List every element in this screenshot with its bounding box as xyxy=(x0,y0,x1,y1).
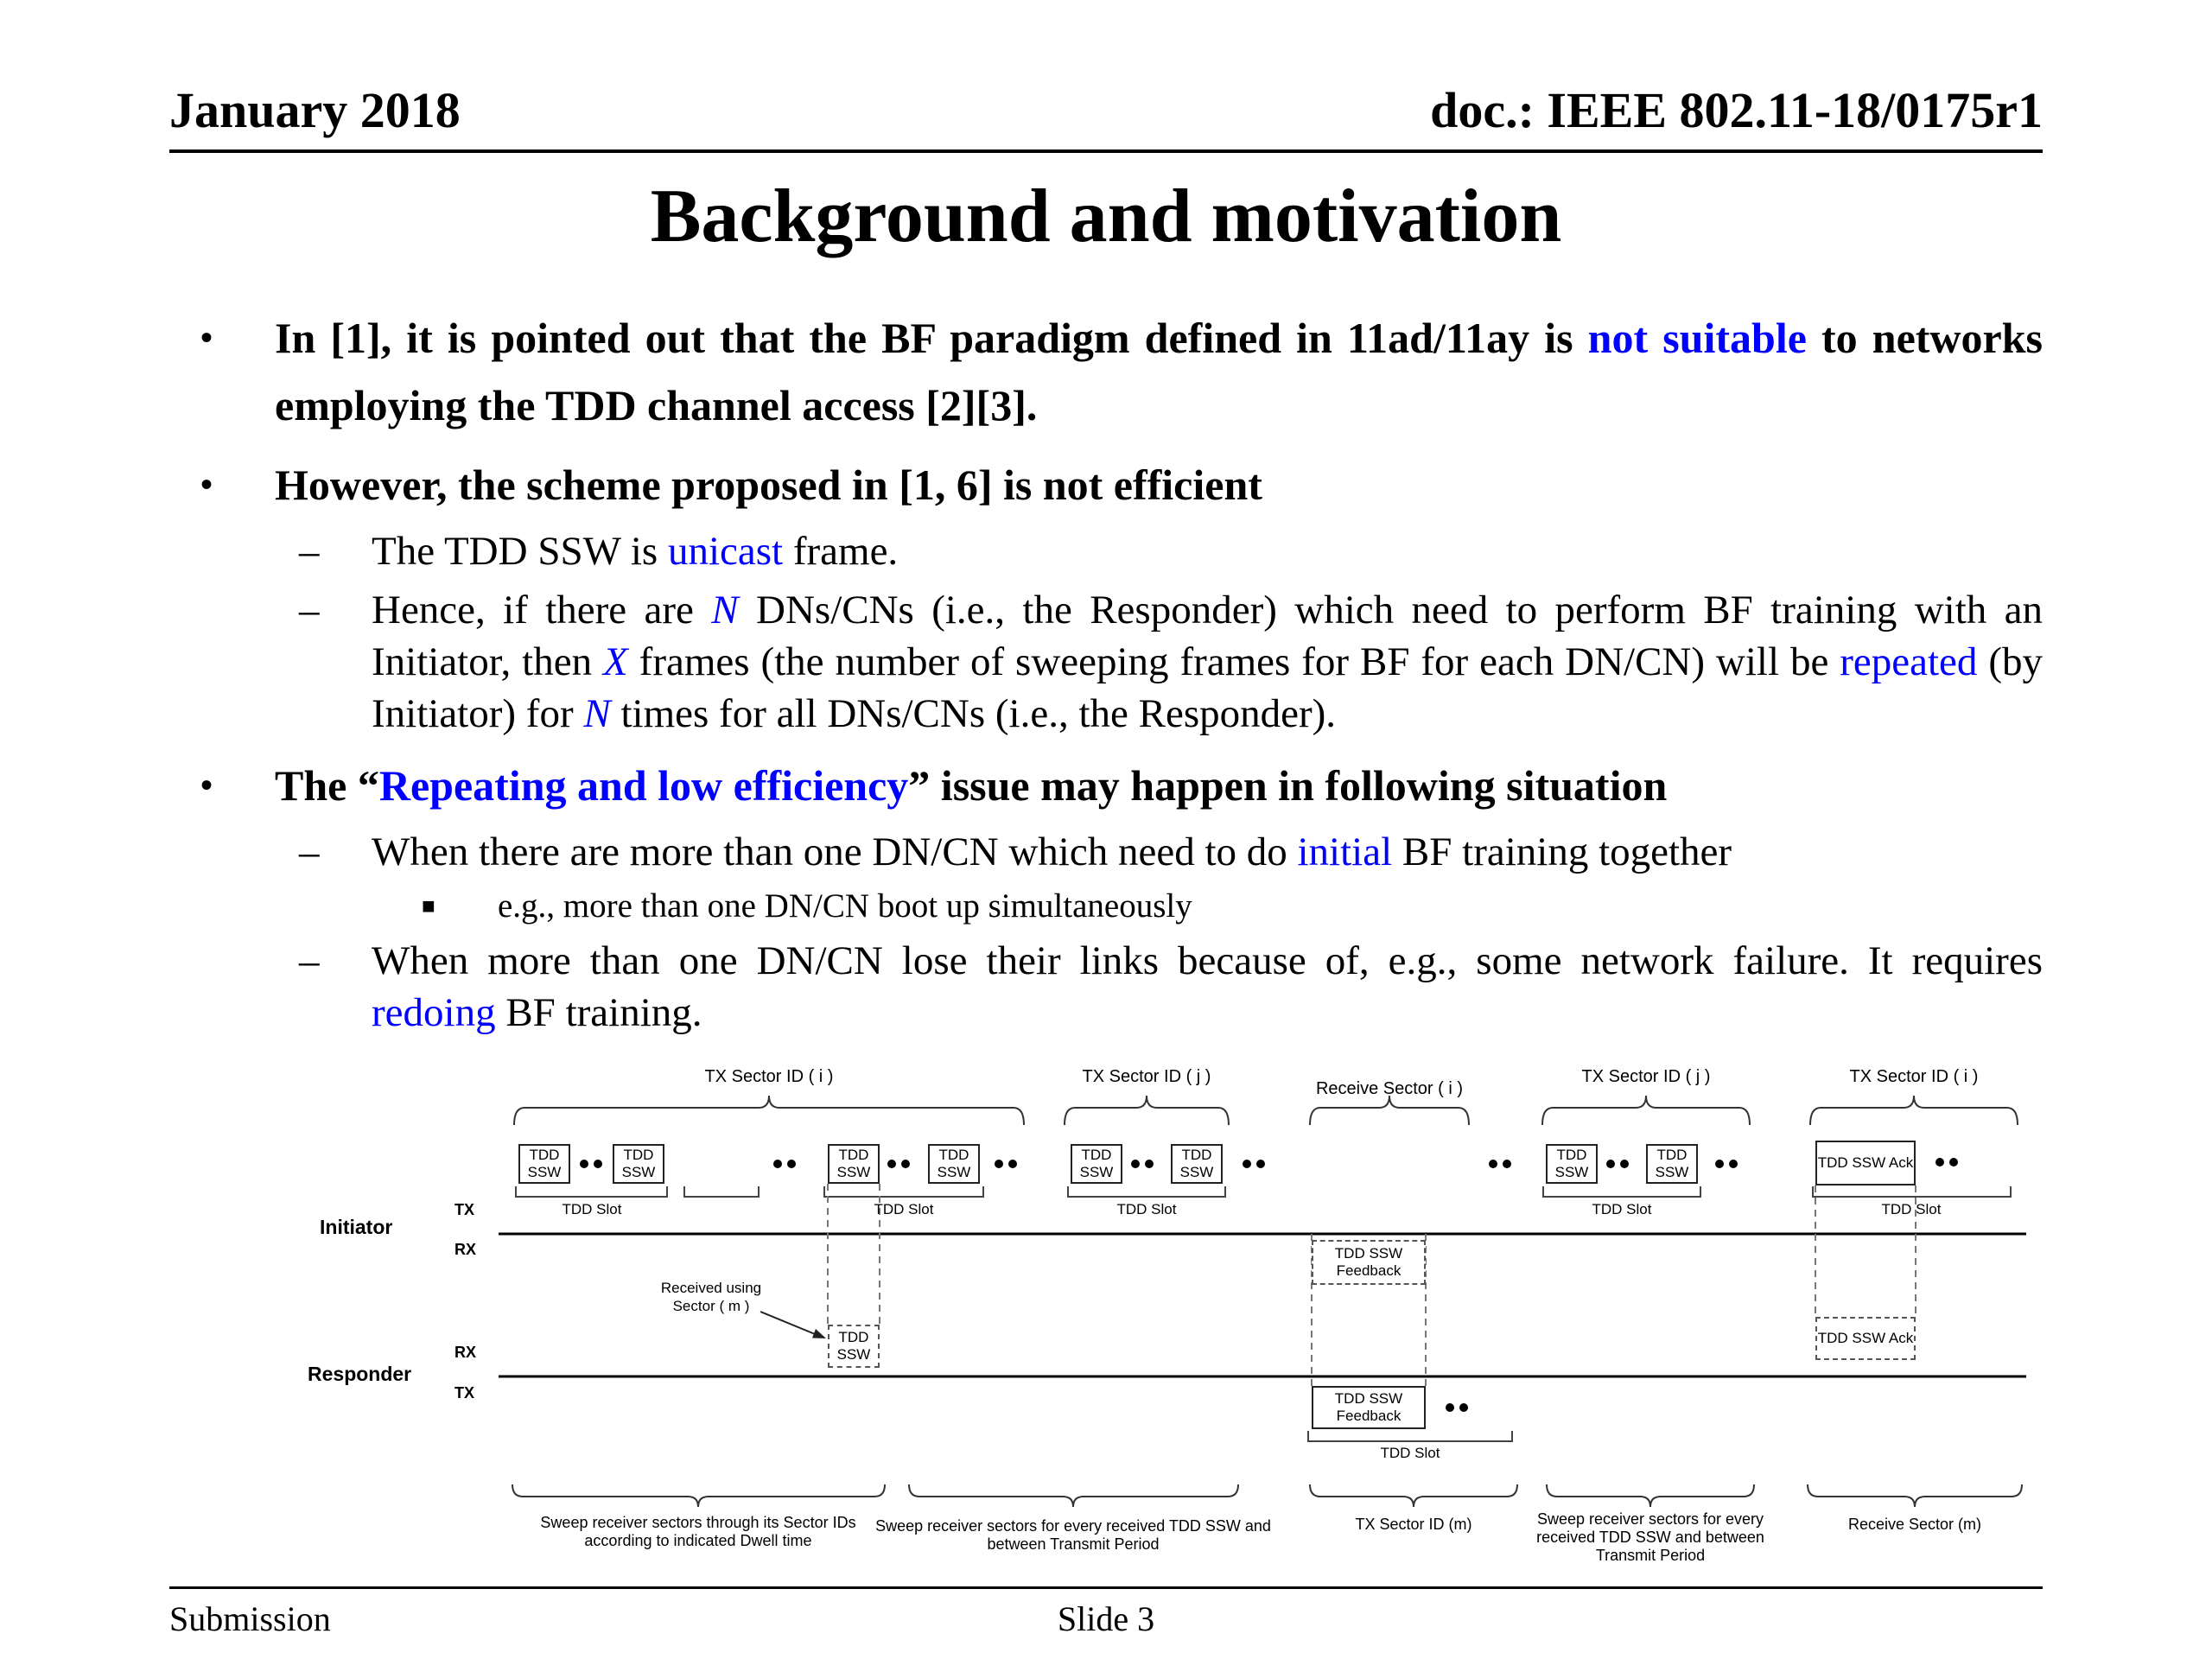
text-run: e.g., more than one DN/CN boot up simultaneously xyxy=(498,887,1192,925)
bottom-label-receive-sector-m: Receive Sector (m) xyxy=(1847,1516,1982,1533)
bullet-3-text xyxy=(275,752,2043,819)
responder-tx-label: TX xyxy=(454,1384,475,1402)
bullet-3a1 xyxy=(169,885,2043,928)
bottom-label-sweep-dwell: Sweep receiver sectors through its Sector IDs according to indicated Dwell time xyxy=(540,1514,856,1549)
tdd-ssw-frame: TDD SSW xyxy=(1171,1144,1223,1184)
responder-rx-tdd-ssw: TDD SSW xyxy=(828,1325,880,1368)
bullet-3 xyxy=(169,752,2043,819)
tdd-slot-bracket-1 xyxy=(516,1186,667,1197)
responder-tx-tdd-ssw-feedback: TDD SSW Feedback xyxy=(1312,1386,1426,1429)
bullet-1 xyxy=(169,304,2043,439)
annotation-arrow-head xyxy=(812,1329,826,1338)
tdd-slot-label: TDD Slot xyxy=(1592,1201,1652,1217)
text-run: However, the scheme proposed in [1, 6] is not efficient xyxy=(275,461,1262,509)
top-label-tx-sector-j-2: TX Sector ID ( j ) xyxy=(1581,1067,1711,1086)
dash-marker: – xyxy=(299,938,320,983)
tdd-ssw-frame: TDD SSW xyxy=(1071,1144,1122,1184)
tdd-slot-bracket-2 xyxy=(824,1186,983,1197)
tdd-ssw-frame: TDD SSW xyxy=(1546,1144,1598,1184)
bullet-3a1-text xyxy=(498,885,2043,928)
text-run: frame. xyxy=(783,529,899,574)
tdd-ssw-frame: TDD SSW xyxy=(518,1144,570,1184)
text-run: to networks employing the TDD channel access [2][3]. xyxy=(275,314,2043,429)
text-run-blue-italic: N xyxy=(583,691,611,736)
tdd-slot-bracket-4 xyxy=(1543,1186,1700,1197)
text-run: BF training. xyxy=(495,990,702,1035)
footer-divider xyxy=(169,1586,2043,1589)
tdd-slot-bracket-3 xyxy=(1068,1186,1225,1197)
text-run: ” issue may happen in following situation xyxy=(908,761,1668,810)
bullet-3a xyxy=(169,826,2043,878)
text-run-blue-italic: N xyxy=(711,588,739,632)
square-marker: ■ xyxy=(422,893,435,918)
text-run-blue: repeated xyxy=(1840,639,1978,684)
bullet-marker: • xyxy=(200,766,213,804)
ellipsis-dots xyxy=(580,1158,1958,1412)
tdd-slot-label: TDD Slot xyxy=(874,1201,934,1217)
dash-marker: – xyxy=(299,588,320,632)
text-run-blue-italic: X xyxy=(603,639,628,684)
responder-label: Responder xyxy=(308,1363,412,1385)
initiator-rx-tdd-ssw-feedback: TDD SSW Feedback xyxy=(1312,1240,1426,1285)
text-run: In [1], it is pointed out that the BF paradigm defined in 11ad/11ay is xyxy=(275,314,1588,362)
text-run: The “ xyxy=(275,761,379,810)
responder-rx-tdd-ssw-ack: TDD SSW Ack xyxy=(1815,1317,1916,1360)
dashed-connectors xyxy=(828,1184,1916,1386)
text-run-blue: not suitable xyxy=(1587,314,1807,362)
bullet-3b xyxy=(169,935,2043,1039)
header xyxy=(169,81,2043,153)
text-run: When there are more than one DN/CN which need to do xyxy=(372,830,1298,874)
bottom-label-tx-sector-m: TX Sector ID (m) xyxy=(1355,1516,1472,1533)
top-brace-5 xyxy=(1810,1096,2018,1125)
bottom-braces xyxy=(512,1484,2022,1507)
header-date: January 2018 xyxy=(169,82,461,138)
text-run: The TDD SSW is xyxy=(372,529,668,574)
bullet-marker: • xyxy=(200,318,213,357)
tdd-ssw-frame: TDD SSW xyxy=(828,1144,880,1184)
top-label-receive-sector-i: Receive Sector ( i ) xyxy=(1315,1079,1464,1098)
top-brace-2 xyxy=(1065,1096,1229,1125)
bullet-2b xyxy=(169,584,2043,740)
tdd-ssw-frame: TDD SSW xyxy=(928,1144,980,1184)
top-brace-1 xyxy=(514,1096,1024,1125)
top-label-tx-sector-i-1: TX Sector ID ( i ) xyxy=(704,1067,834,1086)
top-label-tx-sector-i-2: TX Sector ID ( i ) xyxy=(1849,1067,1979,1086)
bullet-marker: • xyxy=(200,465,213,504)
text-run-blue: redoing xyxy=(372,990,496,1035)
text-run-blue: Repeating and low efficiency xyxy=(378,761,909,810)
tdd-ssw-frame: TDD SSW xyxy=(613,1144,664,1184)
initiator-label: Initiator xyxy=(320,1216,393,1238)
text-run: When more than one DN/CN lose their links because of, e.g., some network failure. It requires xyxy=(372,938,2043,983)
bottom-label-sweep-every-received-1: Sweep receiver sectors for every received TDD SSW and between Transmit Period xyxy=(875,1517,1271,1553)
bullet-1-text xyxy=(275,304,2043,439)
initiator-rx-label: RX xyxy=(454,1241,477,1258)
tdd-ssw-frame: TDD SSW xyxy=(1646,1144,1698,1184)
tdd-ssw-ack-frame: TDD SSW Ack xyxy=(1815,1141,1916,1185)
responder-tdd-slot-bracket xyxy=(1308,1431,1512,1441)
footer xyxy=(169,1599,2043,1639)
tdd-slot-label: TDD Slot xyxy=(562,1201,622,1217)
bullet-3a-text xyxy=(372,826,2043,878)
bullet-2a xyxy=(169,525,2043,577)
dash-marker: – xyxy=(299,529,320,574)
bullet-2b-text xyxy=(372,584,2043,740)
top-label-tx-sector-j-1: TX Sector ID ( j ) xyxy=(1082,1067,1211,1086)
top-braces xyxy=(514,1096,2018,1125)
bottom-brace-3 xyxy=(1310,1484,1517,1507)
bullet-2 xyxy=(169,451,2043,518)
initiator-tx-label: TX xyxy=(454,1201,475,1218)
bottom-brace-4 xyxy=(1547,1484,1754,1507)
tdd-slot-label: TDD Slot xyxy=(1116,1201,1177,1217)
bullet-2-text xyxy=(275,451,2043,518)
bullet-2a-text xyxy=(372,525,2043,577)
bottom-brace-2 xyxy=(909,1484,1238,1507)
bottom-brace-5 xyxy=(1808,1484,2022,1507)
tdd-slot-bracket-empty xyxy=(684,1186,759,1197)
header-doc-number: doc.: IEEE 802.11-18/0175r1 xyxy=(1430,82,2043,138)
responder-rx-label: RX xyxy=(454,1344,477,1361)
top-brace-4 xyxy=(1542,1096,1750,1125)
text-run: (by Initiator) for xyxy=(372,639,2043,736)
footer-slide-number: Slide 3 xyxy=(1057,1599,1155,1638)
body-bullets xyxy=(169,292,2043,1039)
footer-submission: Submission xyxy=(169,1599,331,1638)
tdd-slot-label: TDD Slot xyxy=(1881,1201,1942,1217)
text-run: times for all DNs/CNs (i.e., the Responder). xyxy=(610,691,1337,736)
page-title: Background and motivation xyxy=(650,175,1562,258)
bullet-3b-text xyxy=(372,935,2043,1039)
text-run: frames (the number of sweeping frames for BF for each DN/CN) will be xyxy=(627,639,1840,684)
text-run: DNs/CNs (i.e., the Responder) which need to perform BF training with an Initiator, then xyxy=(372,588,2043,684)
text-run: Hence, if there are xyxy=(372,588,712,632)
dash-marker: – xyxy=(299,830,320,874)
tdd-slot-label: TDD Slot xyxy=(1380,1445,1440,1461)
text-run: BF training together xyxy=(1392,830,1732,874)
tdd-slot-bracket-5 xyxy=(1813,1186,2011,1197)
top-brace-3 xyxy=(1310,1096,1469,1125)
text-run-blue: unicast xyxy=(667,529,784,574)
tdd-bf-training-diagram xyxy=(294,1052,2056,1614)
text-run-blue: initial xyxy=(1297,830,1393,874)
bottom-brace-1 xyxy=(512,1484,885,1507)
received-using-sector-annotation: Received using Sector ( m ) xyxy=(660,1280,762,1315)
bottom-label-sweep-every-received-2: Sweep receiver sectors for every received TDD SSW and between Transmit Period xyxy=(1536,1510,1764,1564)
